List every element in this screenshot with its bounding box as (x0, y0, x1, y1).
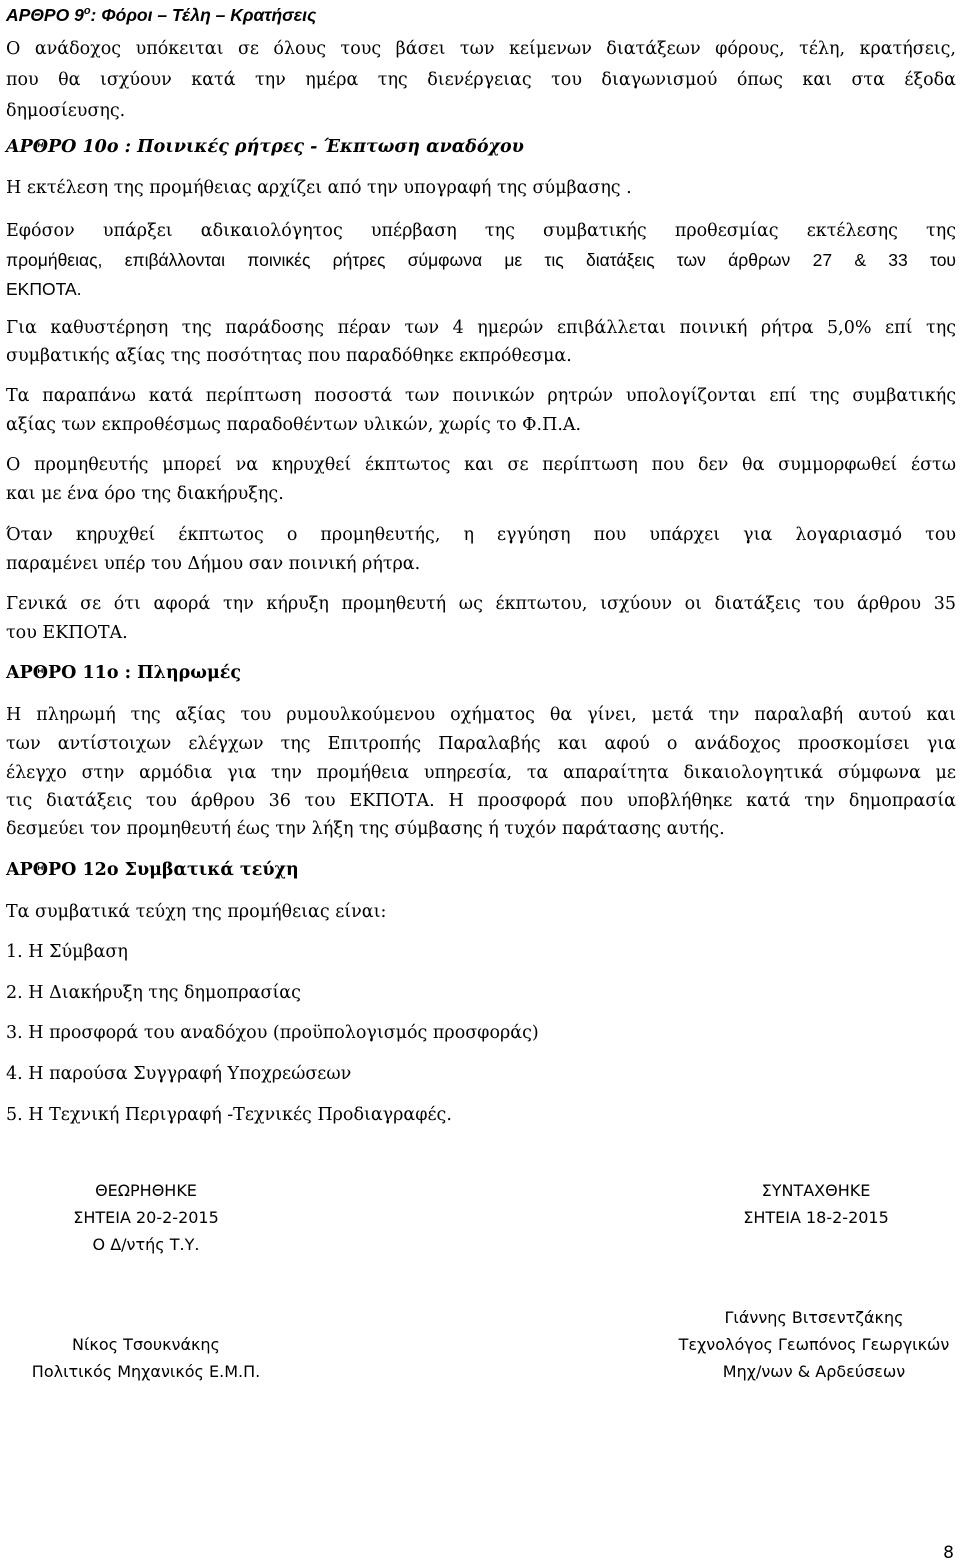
right-signature-date: ΣΗΤΕΙΑ 18-2-2015 (743, 1208, 889, 1227)
article-10-paragraph: Εφόσον υπάρξει αδικαιολόγητος υπέρβαση της συμβατικής προθεσμίας εκτέλεσης της (6, 221, 956, 241)
article-10-paragraph: Όταν κηρυχθεί έκπτωτος ο προμηθευτής, η εγγύηση που υπάρχει για λογαριασμό του (6, 525, 956, 545)
right-signature-status: ΣΥΝΤΑΧΘΗΚΕ (761, 1181, 871, 1200)
article-10-paragraph: και με ένα όρο της διακήρυξης. (6, 484, 284, 504)
article-11-line: έλεγχο στην αρμόδια για την προμήθεια υπηρεσία, τα απαραίτητα δικαιολογητικά σύμφωνα με (6, 763, 956, 783)
right-signature-block (716, 1181, 916, 1228)
article-9-line: Ο ανάδοχος υπόκειται σε όλους τους βάσει των κείμενων διατάξεων φόρους, τέλη, κρατήσεις, (6, 39, 956, 59)
article-9-prefix: ΑΡΘΡΟ 9 (6, 4, 84, 25)
article-12-intro: Τα συμβατικά τεύχη της προμήθειας είναι: (6, 902, 387, 922)
document-list-item: 4. Η παρούσα Συγγραφή Υποχρεώσεων (6, 1064, 352, 1084)
article-10-paragraph: του ΕΚΠΟΤΑ. (6, 623, 128, 643)
article-9-line: δημοσίευσης. (6, 101, 126, 121)
article-10-paragraph: Γενικά σε ότι αφορά την κήρυξη προμηθευτή ως έκπτωτου, ισχύουν οι διατάξεις του άρθρου 35 (6, 594, 956, 614)
article-10-paragraph: ΕΚΠΟΤΑ. (6, 279, 82, 299)
page-number: 8 (943, 1543, 954, 1563)
document-list-item: 2. Η Διακήρυξη της δημοπρασίας (6, 983, 301, 1003)
article-10-paragraph: προμήθειας, επιβάλλονται ποινικές ρήτρες σύμφωνα με τις διατάξεις των άρθρων 27 & 33 του (6, 250, 956, 270)
right-signatory (668, 1308, 960, 1382)
right-signatory-title: Τεχνολόγος Γεωπόνος Γεωργικών (678, 1335, 950, 1354)
article-10-paragraph: αξίας των εκπροθέσμως παραδοθέντων υλικών, χωρίς το Φ.Π.Α. (6, 415, 582, 435)
article-11-line: των αντίστοιχων ελέγχων της Επιτροπής Παραλαβής και αφού ο ανάδοχος προσκομίσει για (6, 734, 956, 754)
article-11-line: Η πληρωμή της αξίας του ρυμουλκούμενου οχήματος θα γίνει, μετά την παραλαβή αυτού και (6, 705, 956, 725)
article-10-paragraph: παραμένει υπέρ του Δήμου σαν ποινική ρήτρα. (6, 554, 421, 574)
document-list-item: 5. Η Τεχνική Περιγραφή -Τεχνικές Προδιαγραφές. (6, 1105, 452, 1125)
article-12-heading: ΑΡΘΡΟ 12ο Συμβατικά τεύχη (6, 860, 299, 880)
article-9-heading (6, 0, 316, 26)
article-11-line: δεσμεύει τον προμηθευτή έως την λήξη της σύμβασης ή τυχόν παράτασης αυτής. (6, 819, 725, 839)
article-10-paragraph: Ο προμηθευτής μπορεί να κηρυχθεί έκπτωτος και σε περίπτωση που δεν θα συμμορφωθεί έστω (6, 455, 956, 475)
left-signature-role: Ο Δ/ντής Τ.Υ. (92, 1235, 200, 1254)
left-signatory-name: Νίκος Τσουκνάκης (72, 1335, 220, 1354)
article-9-sup: ο (83, 5, 91, 17)
article-11-line: τις διατάξεις του άρθρου 36 του ΕΚΠΟΤΑ. Η προσφορά που υποβλήθηκε κατά την δημοπρασία (6, 791, 956, 811)
article-11-heading: ΑΡΘΡΟ 11ο : Πληρωμές (6, 663, 242, 683)
left-signature-status: ΘΕΩΡΗΘΗΚΕ (95, 1181, 197, 1200)
left-signature-date: ΣΗΤΕΙΑ 20-2-2015 (73, 1208, 219, 1227)
article-9-line: που θα ισχύουν κατά την ημέρα της διενέργειας του διαγωνισμού όπως και στα έξοδα (6, 70, 956, 90)
left-signatory-title: Πολιτικός Μηχανικός Ε.Μ.Π. (31, 1362, 261, 1381)
article-10-paragraph: Τα παραπάνω κατά περίπτωση ποσοστά των ποινικών ρητρών υπολογίζονται επί της συμβατικής (6, 386, 956, 406)
left-signatory (16, 1335, 276, 1382)
article-10-heading: ΑΡΘΡΟ 10ο : Ποινικές ρήτρες - Έκπτωση αναδόχου (6, 137, 524, 157)
article-10-paragraph: Για καθυστέρηση της παράδοσης πέραν των 4 ημερών επιβάλλεται ποινική ρήτρα 5,0% επί της (6, 318, 956, 338)
right-signatory-name: Γιάννης Βιτσεντζάκης (724, 1308, 904, 1327)
article-9-title: : Φόροι – Τέλη – Κρατήσεις (90, 4, 317, 25)
document-list-item: 1. Η Σύμβαση (6, 942, 128, 962)
article-10-paragraph: Η εκτέλεση της προμήθειας αρχίζει από την υπογραφή της σύμβασης . (6, 178, 632, 198)
left-signature-block (46, 1181, 246, 1255)
document-list-item: 3. Η προσφορά του αναδόχου (προϋπολογισμός προσφοράς) (6, 1023, 539, 1043)
right-signatory-title: Μηχ/νων & Αρδεύσεων (722, 1362, 906, 1381)
article-10-paragraph: συμβατικής αξίας της ποσότητας που παραδόθηκε εκπρόθεσμα. (6, 346, 572, 366)
